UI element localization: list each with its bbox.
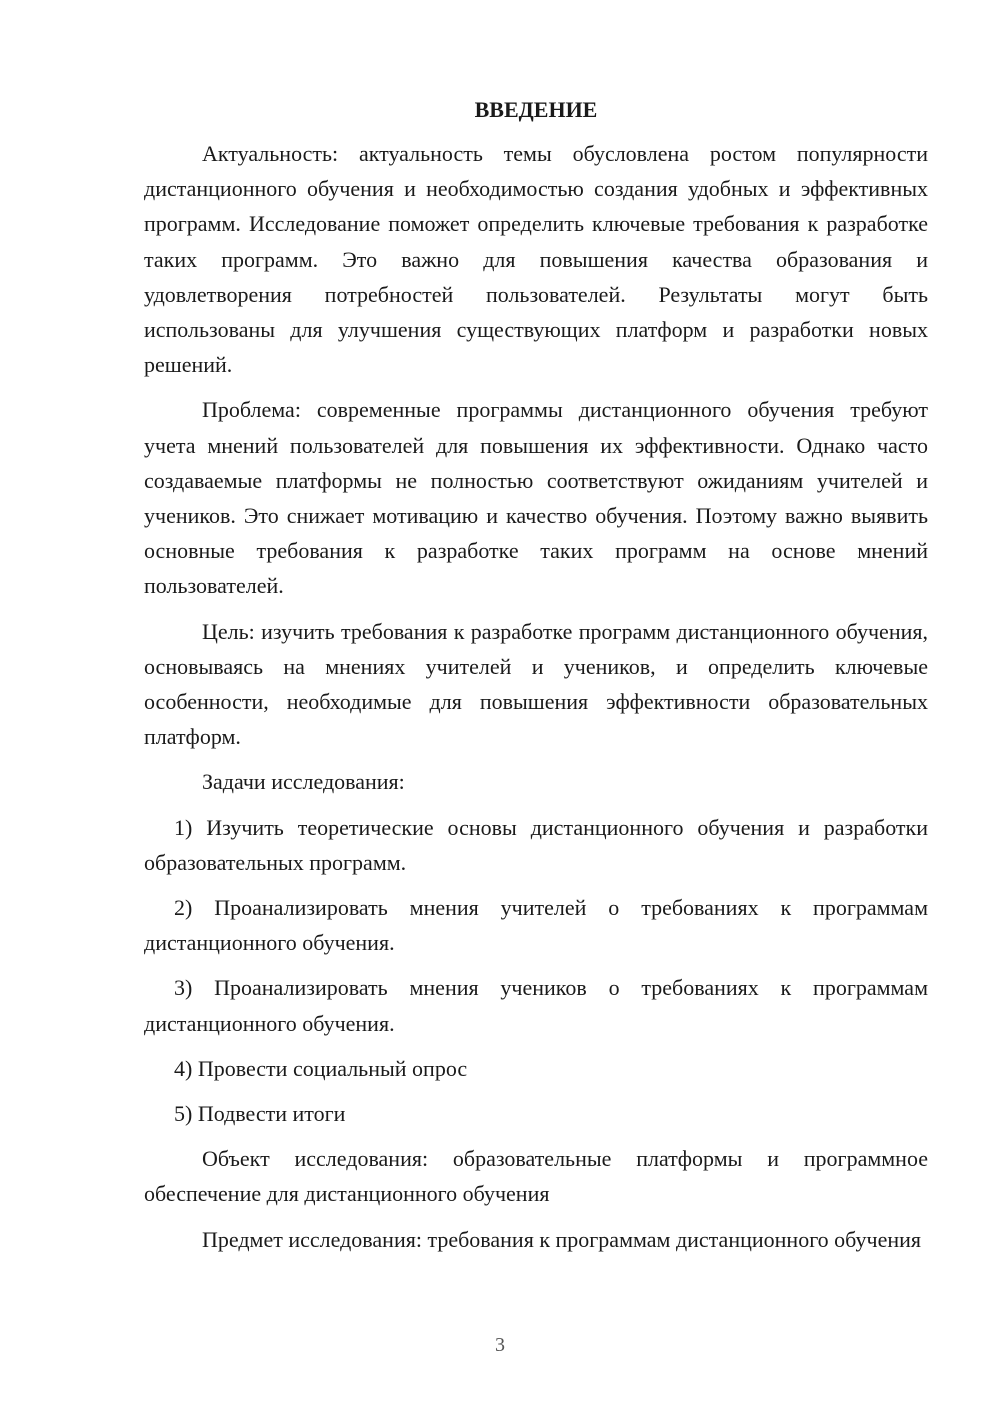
page-title: ВВЕДЕНИЕ [474, 97, 598, 122]
task-item-5: 5) Подвести итоги [174, 1101, 346, 1127]
paragraph-object: Объект исследования: образовательные платформы и программное обеспечение для дистанционного обучения [144, 1146, 928, 1207]
task-item-2: 2) Проанализировать мнения учителей о требованиях к программам дистанционного обучения. [144, 895, 928, 956]
page-number: 3 [495, 1334, 505, 1356]
tasks-heading: Задачи исследования: [202, 769, 405, 795]
paragraph-problem: Проблема: современные программы дистанционного обучения требуют учета мнений пользователей для повышения их эффективности. Однако часто создаваемые платформы не полностью соответствуют ожиданиям учителей и учеников. Это снижает мотивацию и качество обучения. Поэтому важно выявить основные требования к разработке таких программ на основе мнений пользователей. [144, 397, 928, 599]
paragraph-relevance: Актуальность: актуальность темы обусловлена ростом популярности дистанционного обучения и необходимостью создания удобных и эффективных программ. Исследование поможет определить ключевые требования к разработке таких программ. Это важно для повышения качества образования и удовлетворения потребностей пользователей. Результаты могут быть использованы для улучшения существующих платформ и разработки новых решений. [144, 141, 928, 378]
paragraph-subject: Предмет исследования: требования к программам дистанционного обучения [202, 1226, 922, 1252]
document-page [144, 94, 928, 1267]
task-item-3: 3) Проанализировать мнения учеников о требованиях к программам дистанционного обучения. [144, 975, 928, 1036]
task-item-1: 1) Изучить теоретические основы дистанционного обучения и разработки образовательных программ. [144, 814, 928, 875]
task-item-4: 4) Провести социальный опрос [174, 1055, 468, 1081]
paragraph-goal: Цель: изучить требования к разработке программ дистанционного обучения, основываясь на мнениях учителей и учеников, и определить ключевые особенности, необходимые для повышения эффективности образовательных платформ. [144, 618, 928, 750]
